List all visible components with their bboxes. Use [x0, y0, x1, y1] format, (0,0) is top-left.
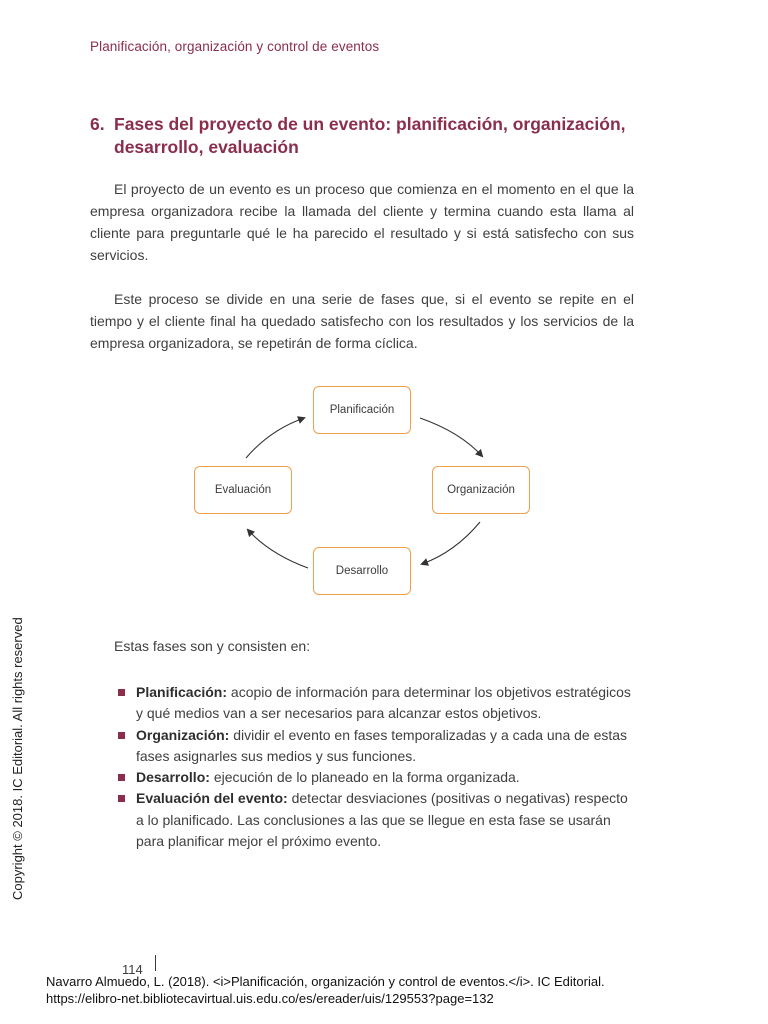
- process-paragraph: [90, 288, 634, 354]
- section-heading: [90, 113, 650, 159]
- citation-reference: Navarro Almuedo, L. (2018). <i>Planificación, organización y control de eventos.</i>. IC Editorial.: [46, 974, 605, 989]
- copyright-notice: Copyright © 2018. IC Editorial. All rights reserved: [10, 617, 25, 900]
- intro-paragraph: [90, 178, 634, 266]
- citation-url[interactable]: https://elibro-net.bibliotecavirtual.uis.edu.co/es/ereader/uis/129553?page=132: [46, 991, 494, 1006]
- square-bullet-icon: [118, 774, 125, 781]
- list-item-term: Planificación:: [136, 684, 228, 700]
- intro-paragraph-text: El proyecto de un evento es un proceso que comienza en el momento en el que la empresa organizadora recibe la llamada del cliente y termina cuando esta llama al cliente para preguntarle qué le ha parecido el resultado y si está satisfecho con sus servicios.: [90, 181, 634, 263]
- arrow-planificacion-to-organizacion: [420, 418, 482, 456]
- phase-box-planificacion: Planificación: [313, 386, 411, 434]
- list-item-text: ejecución de lo planeado en la forma organizada.: [213, 769, 520, 786]
- list-item-text: detectar desviaciones (positivas o negativas) respecto a lo planificado. Las conclusiones a las que se llegue en esta fase se usarán para planificar mejor el próximo evento.: [136, 790, 628, 850]
- list-item: [116, 788, 636, 852]
- list-intro: Estas fases son y consisten en:: [114, 638, 311, 654]
- square-bullet-icon: [118, 732, 125, 739]
- list-item-text: dividir el evento en fases temporalizadas y a cada una de estas fases asignarles sus medios y sus funciones.: [136, 726, 628, 764]
- list-item-term: Organización:: [136, 726, 230, 743]
- arrow-desarrollo-to-evaluacion: [248, 530, 308, 568]
- list-item: [116, 682, 636, 725]
- list-item: [116, 725, 636, 768]
- phase-box-desarrollo: Desarrollo: [313, 547, 411, 595]
- phase-list: [116, 682, 636, 852]
- section-title: Fases del proyecto de un evento: planificación, organización, desarrollo, evaluación: [114, 114, 626, 157]
- running-header: Planificación, organización y control de eventos: [90, 39, 380, 54]
- list-item-term: Evaluación del evento:: [136, 790, 288, 807]
- page-number: 114: [122, 962, 143, 977]
- list-item-term: Desarrollo:: [136, 769, 210, 786]
- arrow-evaluacion-to-planificacion: [246, 418, 304, 458]
- arrow-organizacion-to-desarrollo: [422, 522, 480, 564]
- list-item: [116, 767, 636, 788]
- phase-box-organizacion: Organización: [432, 466, 530, 514]
- list-item-text: acopio de información para determinar los objetivos estratégicos y qué medios van a ser necesarios para alcanzar estos objetivos.: [136, 684, 631, 722]
- process-paragraph-text: Este proceso se divide en una serie de fases que, si el evento se repite en el tiempo y el cliente final ha quedado satisfecho con los resultados y los servicios de la empresa organizadora, se repetirán de forma cíclica.: [90, 291, 634, 351]
- section-number: 6.: [90, 114, 105, 134]
- phase-cycle-diagram: [180, 372, 550, 602]
- page-number-divider: [155, 955, 156, 971]
- citation: [46, 973, 746, 1007]
- square-bullet-icon: [118, 795, 125, 802]
- square-bullet-icon: [118, 689, 125, 696]
- phase-box-evaluacion: Evaluación: [194, 466, 292, 514]
